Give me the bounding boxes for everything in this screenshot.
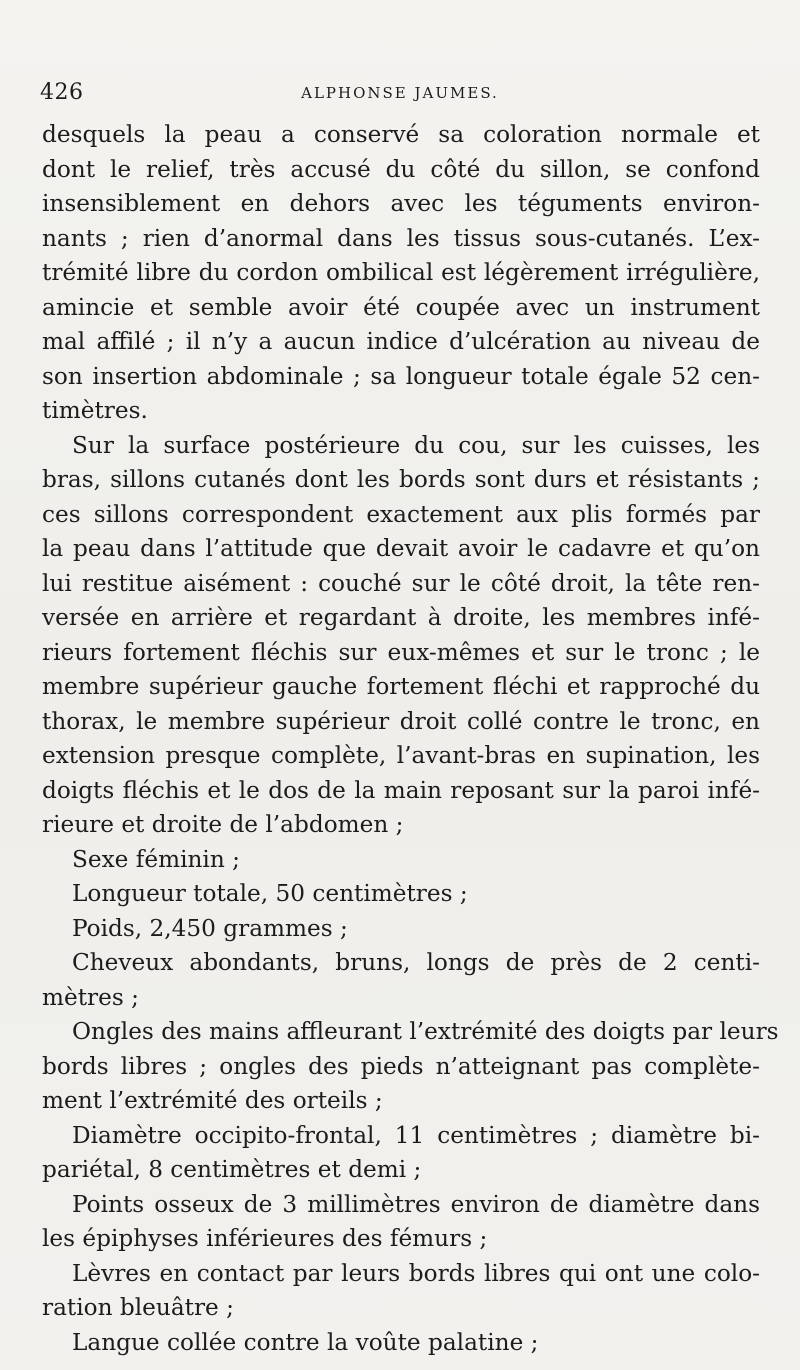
text-line: Longueur totale, 50 centimètres ; [72,880,468,907]
text-line: mètres ; [42,983,139,1011]
text-line: insensiblement en dehors avec les téguments environ- [42,190,760,217]
text-line: timètres. [42,397,148,424]
text-line: Lèvres en contact par leurs bords libres qui ont une colo- [72,1259,760,1287]
text-line: amincie et semble avoir été coupée avec un instrument [42,293,760,321]
text-line: ment l’extrémité des orteils ; [42,1087,383,1114]
page-header [40,80,760,110]
text-line: Diamètre occipito-frontal, 11 centimètres ; diamètre bi- [72,1121,760,1149]
text-line: Points osseux de 3 millimètres environ de diamètre dans [72,1190,760,1218]
text-line: Poids, 2,450 grammes ; [72,914,348,942]
text-line: extension presque complète, l’avant-bras en supination, les [42,742,760,769]
page-number: 426 [40,80,84,105]
text-line: bords libres ; ongles des pieds n’atteignant pas complète- [42,1052,760,1080]
text-line: nants ; rien d’anormal dans les tissus sous-cutanés. L’ex- [42,224,760,252]
body-text [42,118,779,1360]
text-line: desquels la peau a conservé sa coloration normale et [42,121,760,148]
text-line: ces sillons correspondent exactement aux plis formés par [42,500,760,528]
text-line: Sexe féminin ; [72,845,240,873]
text-line: les épiphyses inférieures des fémurs ; [42,1225,488,1252]
running-title: ALPHONSE JAUMES. [301,84,499,102]
text-line: ration bleuâtre ; [42,1294,234,1321]
text-line: pariétal, 8 centimètres et demi ; [42,1156,422,1183]
text-line: son insertion abdominale ; sa longueur totale égale 52 cen- [42,362,760,390]
text-line: dont le relief, très accusé du côté du sillon, se confond [42,155,760,183]
text-line: membre supérieur gauche fortement fléchi et rapproché du [42,673,760,700]
text-line: trémité libre du cordon ombilical est légèrement irrégulière, [42,259,760,286]
text-line: Ongles des mains affleurant l’extrémité des doigts par leurs [72,1018,779,1045]
text-line: Langue collée contre la voûte palatine ; [72,1328,539,1356]
text-line: Cheveux abondants, bruns, longs de près de 2 centi- [72,949,760,976]
text-line: bras, sillons cutanés dont les bords sont durs et résistants ; [42,466,760,493]
text-line: la peau dans l’attitude que devait avoir le cadavre et qu’on [42,535,760,562]
text-line: rieure et droite de l’abdomen ; [42,811,404,838]
text-line: thorax, le membre supérieur droit collé contre le tronc, en [42,707,760,735]
text-line: doigts fléchis et le dos de la main reposant sur la paroi infé- [42,776,760,804]
text-line: lui restitue aisément : couché sur le côté droit, la tête ren- [42,569,760,597]
text-line: Sur la surface postérieure du cou, sur les cuisses, les [72,431,760,459]
text-line: rieurs fortement fléchis sur eux-mêmes et sur le tronc ; le [42,638,760,666]
text-line: versée en arrière et regardant à droite, les membres infé- [42,604,760,631]
text-line: mal affilé ; il n’y a aucun indice d’ulcération au niveau de [42,328,760,355]
